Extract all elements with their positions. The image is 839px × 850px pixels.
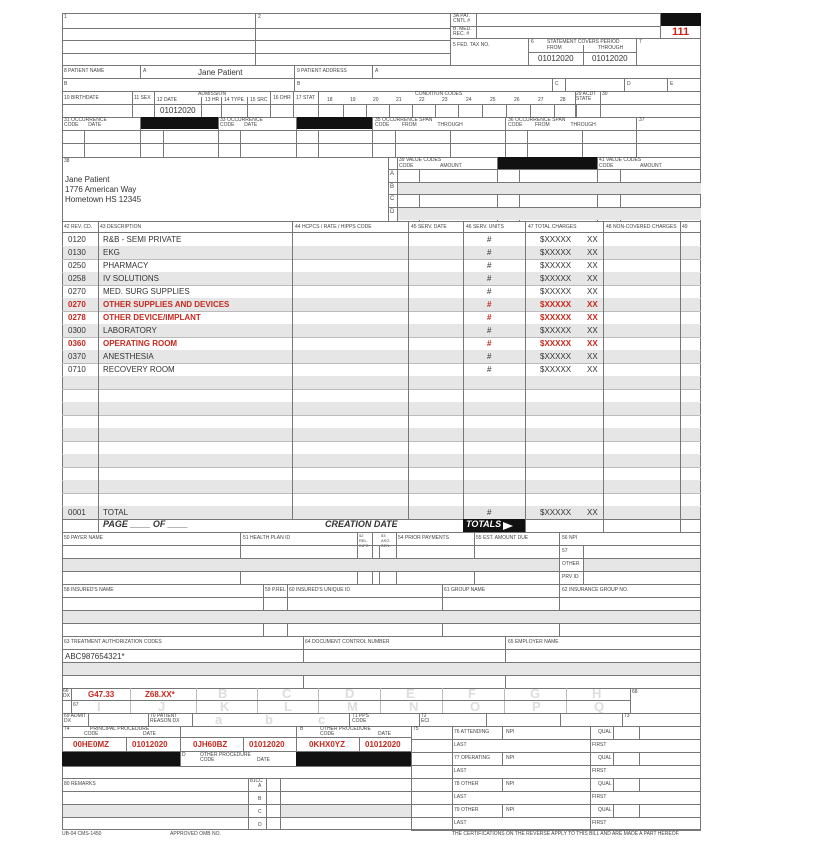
field-70a-ghost: a [215, 712, 223, 727]
provider-divider [639, 804, 640, 817]
field-70b-ghost: b [265, 712, 273, 727]
charge-cents-cell[interactable]: XX [587, 339, 598, 348]
field-60-label: 60 INSURED'S UNIQUE ID [289, 587, 350, 593]
field-69-label: 69 ADMIT DX [64, 713, 87, 724]
field-80-label: 80 REMARKS [64, 781, 96, 787]
condition-code-19-label: 19 [350, 97, 356, 103]
field-38-label: 38 [64, 158, 70, 164]
non-covered-header: 48 NON-COVERED CHARGES [606, 224, 677, 230]
field-9-label: 9 PATIENT ADDRESS [297, 68, 347, 74]
condition-code-28-label: 28 [560, 97, 566, 103]
field-71-label: 71 PPS CODE [352, 713, 369, 724]
field-73-label: 73 [624, 713, 630, 719]
provider-first-label: FIRST [592, 742, 607, 748]
form-number: UB-04 CMS-1450 [62, 831, 102, 837]
field-34-header-bar [296, 117, 372, 129]
field-62-label: 62 INSURANCE GROUP NO. [562, 587, 629, 593]
rev-code-cell[interactable]: 0258 [68, 274, 86, 283]
total-charge-cents[interactable]: XX [587, 508, 598, 517]
charge-cents-cell[interactable]: XX [587, 326, 598, 335]
rev-code-cell[interactable]: 0360 [68, 339, 86, 348]
field-10-label: 10 BIRTHDATE [64, 95, 99, 101]
responsible-name[interactable]: Jane Patient [65, 175, 110, 184]
other-procedure-b-code[interactable]: 0KHX0YZ [309, 740, 346, 749]
provider-divider [502, 778, 503, 791]
field-9d-marker: D [627, 81, 631, 87]
field-49-header: 49 [682, 224, 688, 230]
page-of-text: PAGE ____ OF ____ [103, 519, 188, 529]
field-41-code-label: CODE [599, 163, 614, 169]
field-13-label: 13 HR [205, 97, 220, 103]
principal-procedure-date[interactable]: 01012020 [132, 740, 168, 749]
condition-code-divider [389, 104, 390, 117]
provider-row-line [411, 739, 701, 740]
serv-units-cell[interactable]: # [487, 300, 492, 309]
other-d-date-label: DATE [257, 757, 270, 763]
field-32-header-bar [140, 117, 218, 129]
total-charge-cell[interactable]: $XXXXX [540, 261, 572, 270]
field-8-label: 8 PATIENT NAME [64, 68, 105, 74]
charge-cents-cell[interactable]: XX [587, 248, 598, 257]
provider-npi-label: NPI [506, 729, 515, 735]
principal-code-label: CODE [84, 731, 99, 737]
provider-first-label: FIRST [592, 768, 607, 774]
statement-from-label: FROM [547, 45, 562, 51]
field-53-label: 53 ASG. BEN. [381, 533, 391, 548]
field-70c-ghost: c [318, 712, 326, 727]
serv-units-cell[interactable]: # [487, 365, 492, 374]
other-procedure-b-date[interactable]: 01012020 [365, 740, 401, 749]
field-11-label: 11 SEX [134, 95, 151, 101]
provider-divider [502, 752, 503, 765]
field-9b-marker: B [297, 81, 301, 87]
serv-units-header: 46 SERV. UNITS [466, 224, 504, 230]
condition-code-divider [343, 104, 344, 117]
total-description[interactable]: TOTAL [103, 508, 129, 517]
diagnosis-code-1[interactable]: G47.33 [88, 690, 115, 699]
field-50-label: 50 PAYER NAME [64, 535, 103, 541]
description-cell[interactable]: OPERATING ROOM [103, 339, 178, 348]
diagnosis-code-2[interactable]: Z68.XX* [145, 690, 175, 699]
arrow-right-icon [503, 522, 513, 530]
field-41-amount-label: AMOUNT [640, 163, 662, 169]
description-cell[interactable]: OTHER SUPPLIES AND DEVICES [103, 300, 230, 309]
row-divider [62, 389, 701, 390]
provider-row-line [411, 804, 701, 805]
field-75-label: 75 [413, 726, 419, 732]
provider-npi-label: NPI [506, 781, 515, 787]
charge-cents-cell[interactable]: XX [587, 274, 598, 283]
condition-code-22-label: 22 [419, 97, 425, 103]
description-header: 43 DESCRIPTION [100, 224, 142, 230]
responsible-city[interactable]: Hometown HS 12345 [65, 195, 142, 204]
field-54-label: 54 PRIOR PAYMENTS [398, 535, 449, 541]
stripe [63, 402, 700, 415]
field-66-label: 66 DX [63, 688, 70, 699]
condition-code-divider [482, 104, 483, 117]
dx-slot-H-ghost: H [592, 686, 602, 701]
field-63-label: 63 TREATMENT AUTHORIZATION CODES [64, 639, 162, 645]
field-55-label: 55 EST. AMOUNT DUE [476, 535, 529, 541]
other-label: OTHER [562, 561, 580, 567]
field-5-label: 5 FED. TAX NO. [453, 42, 490, 48]
provider-divider [613, 752, 614, 765]
dx-slot-K-ghost: K [220, 699, 230, 714]
provider-last-label: LAST [454, 820, 467, 826]
total-charge-cell[interactable]: $XXXXX [540, 287, 572, 296]
admission-label: ADMISSION [198, 91, 227, 97]
dx-slot-I-ghost: I [97, 699, 101, 714]
rev-code-cell[interactable]: 0710 [68, 365, 86, 374]
provider-first-label: FIRST [592, 820, 607, 826]
field-2-label: 2 [258, 14, 261, 20]
stripe [63, 506, 700, 519]
provider-divider [502, 726, 503, 739]
total-charge-cell[interactable]: $XXXXX [540, 313, 572, 322]
stripe [63, 246, 700, 259]
provider-row-line [411, 765, 701, 766]
field-1-label: 1 [64, 14, 67, 20]
condition-code-25-label: 25 [490, 97, 496, 103]
dx-slot-O-ghost: O [470, 699, 481, 714]
provider-divider [613, 726, 614, 739]
provider-npi-label: NPI [506, 755, 515, 761]
dx-slot-N-ghost: N [409, 699, 419, 714]
field-8a-marker: A [143, 68, 147, 74]
field-4-black-bar [660, 13, 701, 26]
provider-last-label: LAST [454, 794, 467, 800]
dx-slot-D-ghost: D [345, 686, 355, 701]
field-41-label: 41 VALUE CODES [599, 157, 642, 163]
dx-slot-F-ghost: F [468, 686, 476, 701]
serv-units-cell[interactable]: # [487, 339, 492, 348]
creation-date-label: CREATION DATE [325, 519, 398, 529]
description-cell[interactable]: LABORATORY [103, 326, 157, 335]
condition-codes-label: CONDITION CODES [415, 91, 463, 97]
row-divider [62, 285, 701, 286]
total-charge-cell[interactable]: $XXXXX [540, 352, 572, 361]
row-divider [62, 337, 701, 338]
field-29-label: 29 ACDT STATE [576, 91, 597, 102]
description-cell[interactable]: EKG [103, 248, 120, 257]
prv-id-label: PRV ID [562, 574, 579, 580]
value-code-letter-d: D [390, 208, 395, 215]
statement-through-label: THROUGH [598, 45, 624, 51]
provider-divider [639, 726, 640, 739]
field-74-label: 74 [64, 726, 70, 732]
condition-code-divider [530, 104, 531, 117]
field-40-header-bar [497, 157, 597, 169]
field-57-label: 57 [562, 548, 568, 554]
providers-left-divider [452, 726, 453, 830]
row-divider [62, 493, 701, 494]
totals-label: TOTALS [466, 519, 502, 529]
value-code-letter-b: B [390, 183, 395, 190]
cc-letter-c: C [258, 809, 262, 815]
field-81-label: 81CC [250, 778, 263, 784]
provider-f79-label: 79 OTHER [454, 807, 479, 813]
patient-name-value[interactable]: Jane Patient [198, 68, 243, 77]
row-divider [62, 441, 701, 442]
condition-code-divider [366, 104, 367, 117]
condition-code-27-label: 27 [538, 97, 544, 103]
dx-slot-G-ghost: G [530, 686, 541, 701]
description-cell[interactable]: RECOVERY ROOM [103, 365, 175, 374]
total-charges-header: 47 TOTAL CHARGES [528, 224, 577, 230]
provider-row-line [411, 817, 701, 818]
responsible-street[interactable]: 1776 American Way [65, 185, 137, 194]
proc-b-marker: B [300, 726, 304, 732]
serv-date-header: 45 SERV. DATE [411, 224, 447, 230]
cc-letter-b: B [258, 796, 262, 802]
rev-code-cell[interactable]: 0130 [68, 248, 86, 257]
stripe [63, 324, 700, 337]
condition-code-20-label: 20 [373, 97, 379, 103]
statement-through-date[interactable]: 01012020 [592, 54, 628, 63]
provider-row-line [411, 791, 701, 792]
stripe [63, 376, 700, 389]
rev-code-cell[interactable]: 0250 [68, 261, 86, 270]
rev-code-cell[interactable]: 0278 [68, 313, 86, 322]
row-divider [62, 311, 701, 312]
principal-procedure-code[interactable]: 00HE0MZ [73, 740, 110, 749]
total-units[interactable]: # [487, 508, 492, 517]
condition-code-18-label: 18 [327, 97, 333, 103]
dx-slot-B-ghost: B [218, 686, 228, 701]
hcpcs-header: 44 HCPCS / RATE / HIPPS CODE [295, 224, 372, 230]
description-cell[interactable]: PHARMACY [103, 261, 149, 270]
total-charge-cell[interactable]: $XXXXX [540, 300, 572, 309]
serv-units-cell[interactable]: # [487, 235, 492, 244]
dx-slot-P-ghost: P [532, 699, 541, 714]
serv-units-cell[interactable]: # [487, 261, 492, 270]
field-68-label: 68 [632, 689, 638, 695]
other-procedure-b-label: OTHER PROCEDURE [320, 726, 371, 732]
provider-qual-label: QUAL [598, 729, 612, 735]
treatment-auth-code[interactable]: ABC987654321* [65, 652, 125, 661]
charge-cents-cell[interactable]: XX [587, 287, 598, 296]
row-divider [62, 259, 701, 260]
field-51-label: 51 HEALTH PLAN ID [243, 535, 291, 541]
field-7-label: 7 [639, 39, 642, 45]
stripe [63, 350, 700, 363]
field-61-label: 61 GROUP NAME [444, 587, 486, 593]
description-cell[interactable]: OTHER DEVICE/IMPLANT [103, 313, 201, 322]
serv-units-cell[interactable]: # [487, 352, 492, 361]
other-d-code-label: CODE [200, 757, 215, 763]
field-9e-marker: E [670, 81, 674, 87]
cc-letter-d: D [258, 822, 262, 828]
field-36-label: 36 OCCURRENCE SPAN CODE FROM THROUGH [508, 117, 596, 128]
stripe [63, 428, 700, 441]
field-52-label: 52 REL. INFO [359, 533, 369, 548]
field-74c-black-bar [62, 752, 180, 766]
total-charge[interactable]: $XXXXX [540, 508, 572, 517]
stripe [63, 480, 700, 493]
other-b-date-label: DATE [378, 731, 391, 737]
proc-d-marker: D [182, 752, 186, 758]
field-30-label: 30 [602, 91, 608, 97]
provider-last-label: LAST [454, 742, 467, 748]
provider-divider [639, 752, 640, 765]
field-3b-label: B. MED. REC. # [453, 26, 472, 37]
admission-date-value[interactable]: 01012020 [160, 106, 196, 115]
description-cell[interactable]: R&B - SEMI PRIVATE [103, 235, 182, 244]
rev-code-cell[interactable]: 0300 [68, 326, 86, 335]
total-rev-code[interactable]: 0001 [68, 508, 86, 517]
field-39-label: 39 VALUE CODES [399, 157, 442, 163]
provider-row-line [411, 752, 701, 753]
dx-slot-E-ghost: E [406, 686, 415, 701]
description-cell[interactable]: ANESTHESIA [103, 352, 154, 361]
total-charge-cell[interactable]: $XXXXX [540, 248, 572, 257]
condition-code-divider [412, 104, 413, 117]
description-cell[interactable]: MED. SURG SUPPLIES [103, 287, 190, 296]
provider-qual-label: QUAL [598, 755, 612, 761]
rev-code-header: 42 REV. CD. [64, 224, 93, 230]
dx-slot-J-ghost: J [158, 699, 166, 714]
provider-last-label: LAST [454, 768, 467, 774]
provider-qual-label: QUAL [598, 807, 612, 813]
provider-f76-label: 76 ATTENDING [454, 729, 490, 735]
provider-f77-label: 77 OPERATING [454, 755, 491, 761]
condition-code-divider [576, 104, 577, 117]
stripe [63, 454, 700, 467]
dx-slot-C-ghost: C [282, 686, 292, 701]
field-31-label: 31 OCCURRENCE CODE DATE [64, 117, 107, 128]
description-cell[interactable]: IV SOLUTIONS [103, 274, 160, 283]
other-procedure-a-date[interactable]: 01012020 [249, 740, 285, 749]
other-procedure-d-label: OTHER PROCEDURE [200, 752, 251, 758]
field-39-amount-label: AMOUNT [440, 163, 462, 169]
statement-from-date[interactable]: 01012020 [538, 54, 574, 63]
type-of-bill-value[interactable]: 111 [672, 26, 690, 38]
field-6-label: 6 [531, 39, 534, 45]
field-74e-black-bar [296, 752, 411, 766]
field-33-label: 33 OCCURRENCE CODE DATE [220, 117, 263, 128]
field-67-label: 67 [73, 702, 79, 708]
dx-slot-L-ghost: L [284, 699, 292, 714]
total-charge-cell[interactable]: $XXXXX [540, 326, 572, 335]
condition-code-21-label: 21 [396, 97, 402, 103]
condition-code-divider [506, 104, 507, 117]
rev-code-cell[interactable]: 0270 [68, 287, 86, 296]
condition-code-24-label: 24 [466, 97, 472, 103]
condition-code-26-label: 26 [514, 97, 520, 103]
value-code-letter-a: A [390, 171, 395, 177]
dx-slot-M-ghost: M [347, 699, 358, 714]
field-58-label: 58 INSURED'S NAME [64, 587, 114, 593]
total-charge-cell[interactable]: $XXXXX [540, 365, 572, 374]
other-b-code-label: CODE [320, 731, 335, 737]
other-procedure-a-code[interactable]: 0JH60BZ [193, 740, 228, 749]
field-15-label: 15 SRC [250, 97, 268, 103]
field-59-label: 59 P.REL [265, 587, 286, 593]
field-64-label: 64 DOCUMENT CONTROL NUMBER [305, 639, 390, 645]
charge-cents-cell[interactable]: XX [587, 261, 598, 270]
omb-approval: APPROVED OMB NO. [170, 831, 221, 837]
provider-divider [639, 778, 640, 791]
principal-date-label: DATE [143, 731, 156, 737]
condition-code-divider [458, 104, 459, 117]
serv-units-cell[interactable]: # [487, 326, 492, 335]
rev-code-cell[interactable]: 0370 [68, 352, 86, 361]
row-divider [62, 467, 701, 468]
provider-divider [613, 804, 614, 817]
field-35-label: 35 OCCURRENCE SPAN CODE FROM THROUGH [375, 117, 463, 128]
row-divider [62, 415, 701, 416]
charge-cents-cell[interactable]: XX [587, 352, 598, 361]
condition-code-divider [435, 104, 436, 117]
provider-row-line [411, 778, 701, 779]
dx-slot-Q-ghost: Q [594, 699, 605, 714]
provider-divider [502, 804, 503, 817]
cc-letter-a: A [258, 783, 262, 789]
total-charge-cell[interactable]: $XXXXX [540, 339, 572, 348]
row-divider [62, 363, 701, 364]
charge-cents-cell[interactable]: XX [587, 313, 598, 322]
field-3a-label: 3A PAT. CNTL # [453, 13, 471, 24]
total-charge-cell[interactable]: $XXXXX [540, 274, 572, 283]
field-39-code-label: CODE [399, 163, 414, 169]
provider-qual-label: QUAL [598, 781, 612, 787]
field-14-label: 14 TYPE [224, 97, 244, 103]
field-9c-marker: C [555, 81, 559, 87]
principal-procedure-label: PRINCIPAL PROCEDURE [90, 726, 150, 732]
rev-code-cell[interactable]: 0120 [68, 235, 86, 244]
field-56-label: 56 NPI [562, 535, 578, 541]
field-17-label: 17 STAT [296, 95, 315, 101]
charge-cents-cell[interactable]: XX [587, 300, 598, 309]
total-charge-cell[interactable]: $XXXXX [540, 235, 572, 244]
certification-text: THE CERTIFICATIONS ON THE REVERSE APPLY TO THIS BILL AND ARE MADE A PART HEREOF. [452, 831, 680, 837]
value-code-letter-c: C [390, 196, 395, 202]
provider-divider [613, 778, 614, 791]
field-9a-marker: A [375, 68, 379, 74]
provider-npi-label: NPI [506, 807, 515, 813]
serv-units-cell[interactable]: # [487, 274, 492, 283]
provider-first-label: FIRST [592, 794, 607, 800]
field-37-label: 37 [639, 117, 645, 123]
field-72-label: 72 ECI [421, 713, 430, 724]
serv-units-cell[interactable]: # [487, 248, 492, 257]
provider-f78-label: 78 OTHER [454, 781, 479, 787]
field-65-label: 65 EMPLOYER NAME [508, 639, 559, 645]
field-8b-marker: B [64, 81, 68, 87]
field-12-label: 12 DATE [157, 97, 177, 103]
field-16-label: 16 DHR [273, 95, 291, 101]
statement-period-title: STATEMENT COVERS PERIOD [547, 39, 620, 45]
charge-cents-cell[interactable]: XX [587, 235, 598, 244]
condition-code-23-label: 23 [442, 97, 448, 103]
serv-units-cell[interactable]: # [487, 287, 492, 296]
serv-units-cell[interactable]: # [487, 313, 492, 322]
field-70-label: 70 PATIENT REASON DX [150, 713, 180, 724]
condition-code-divider [554, 104, 555, 117]
rev-code-cell[interactable]: 0270 [68, 300, 86, 309]
charge-cents-cell[interactable]: XX [587, 365, 598, 374]
